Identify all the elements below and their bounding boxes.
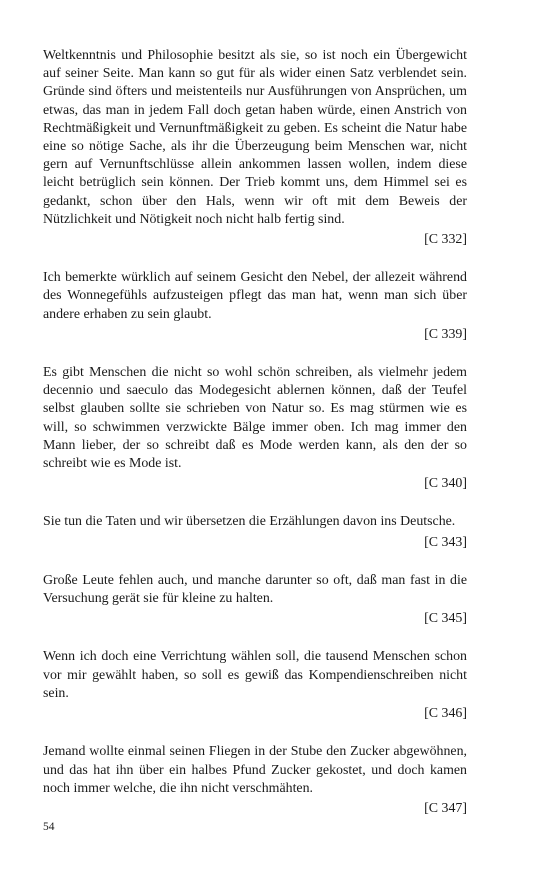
page-number: 54 <box>43 821 55 833</box>
aphorism-entry <box>43 47 467 249</box>
aphorism-entry <box>43 648 467 723</box>
aphorism-entry <box>43 269 467 344</box>
aphorism-text: Es gibt Menschen die nicht so wohl schön schreiben, als vielmehr jedem decennio und saeculo das Modegesicht ablernen können, daß der Teufel selbst glauben sollte sie schrieben von Natur so. Es mag stürmen wie es will, so schwimmen verzwickte Bälge immer oben. Ich mag immer den Mann lieber, der so schreibt daß es Mode werden kann, als den der so schreibt wie es Mode ist. <box>43 365 467 472</box>
aphorism-entry <box>43 513 467 551</box>
aphorism-reference: [C 347] <box>424 800 467 816</box>
aphorism-entry <box>43 572 467 629</box>
aphorism-reference: [C 346] <box>424 706 467 722</box>
aphorism-text: Große Leute fehlen auch, und manche darunter so oft, daß man fast in die Versuchung gerät sie für kleine zu halten. <box>43 572 467 607</box>
page-body <box>43 47 467 838</box>
aphorism-entry <box>43 743 467 818</box>
aphorism-reference: [C 343] <box>424 534 467 550</box>
aphorism-text: Wenn ich doch eine Verrichtung wählen soll, die tausend Menschen schon vor mir gewählt haben, so soll es gewiß das Kompendienschreiben nicht sein. <box>43 649 467 701</box>
aphorism-reference: [C 345] <box>424 611 467 627</box>
aphorism-reference: [C 332] <box>424 232 467 248</box>
aphorism-entry <box>43 364 467 493</box>
aphorism-reference: [C 339] <box>424 326 467 342</box>
aphorism-reference: [C 340] <box>424 476 467 492</box>
aphorism-text: Sie tun die Taten und wir übersetzen die Erzählungen davon ins Deutsche. <box>43 514 456 530</box>
aphorism-text: Jemand wollte einmal seinen Fliegen in der Stube den Zucker abgewöhnen, und das hat ihn über ein halbes Pfund Zucker gekostet, und doch kamen noch immer welche, die ihn nicht verschmähten. <box>43 744 467 796</box>
aphorism-text: Weltkenntnis und Philosophie besitzt als sie, so ist noch ein Übergewicht auf seiner Seite. Man kann so gut für als wider einen Satz verblendet sein. Gründe sind öfters und meistenteils nur Ausführungen von Ansprüchen, um etwas, das man in jedem Fall doch getan haben würde, einen Anstrich von Rechtmäßigkeit und Vernunftmäßigkeit zu geben. Es scheint die Natur habe eine so nötige Sache, als ihr die Überzeugung beim Menschen war, nicht gern auf Vernunftschlüsse allein ankommen lassen wollen, indem diese leicht betrüglich sein können. Der Trieb kommt uns, dem Himmel sei es gedankt, schon über den Hals, wenn wir oft mit dem Beweis der Nützlichkeit und Nötigkeit noch nicht halb fertig sind. <box>43 48 467 227</box>
aphorism-text: Ich bemerkte würklich auf seinem Gesicht den Nebel, der allezeit während des Wonnegefühls aufzusteigen pflegt das man hat, wenn man sich über andere erhaben zu sein glaubt. <box>43 270 467 322</box>
